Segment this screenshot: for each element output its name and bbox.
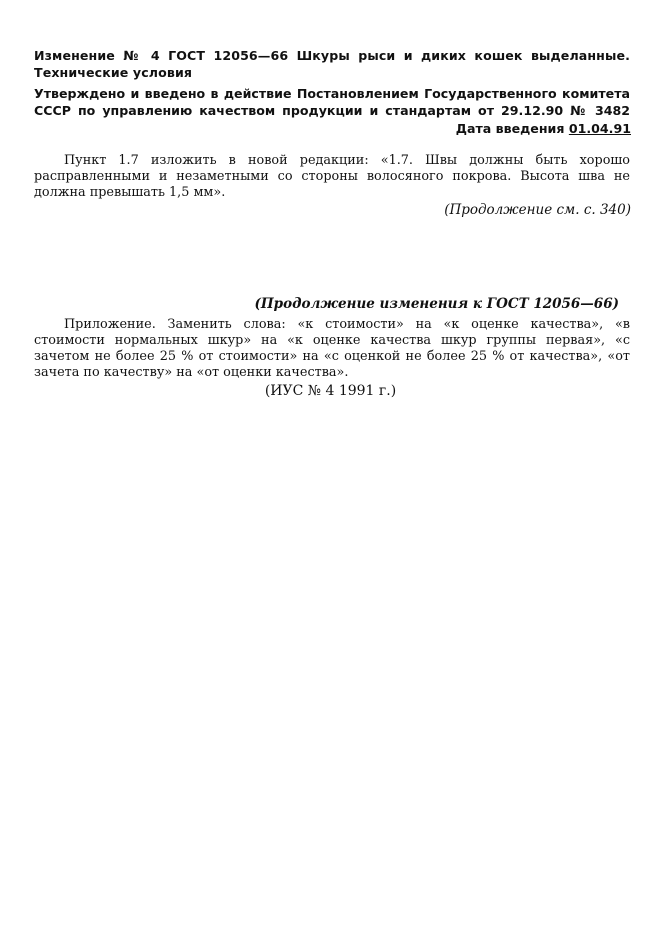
continuation-heading: (Продолжение изменения к ГОСТ 12056—66) <box>254 296 619 312</box>
approval-statement <box>34 85 630 119</box>
approval-line-1: Утверждено и введено в действие Постановлением Государственного комитета <box>34 86 630 101</box>
continuation-note: (Продолжение см. с. 340) <box>444 202 631 218</box>
effective-date-line <box>456 120 631 137</box>
approval-line-2: СССР по управлению качеством продукции и стандартам от 29.12.90 № 3482 <box>34 103 630 118</box>
amendment-title: Изменение № 4 ГОСТ 12056—66 Шкуры рыси и диких кошек выделанные. Технические условия <box>34 48 630 80</box>
effective-date-value: 01.04.91 <box>568 121 631 136</box>
paragraph-appendix: Приложение. Заменить слова: «к стоимости» на «к оценке качества», «в стоимости нормальных шкур» на «к оценке качества шкур группы первая», «с зачетом не более 25 % от стоимости» на «с оценкой не более 25 % от качества», «от зачета по качеству» на «от оценки качества». <box>34 317 630 380</box>
effective-date-label: Дата введения <box>455 121 565 136</box>
source-reference: (ИУС № 4 1991 г.) <box>264 383 397 399</box>
paragraph-item-1-7: Пункт 1.7 изложить в новой редакции: «1.7. Швы должны быть хорошо расправленными и незаметными со стороны волосяного покрова. Высота шва не должна превышать 1,5 мм». <box>34 153 630 200</box>
